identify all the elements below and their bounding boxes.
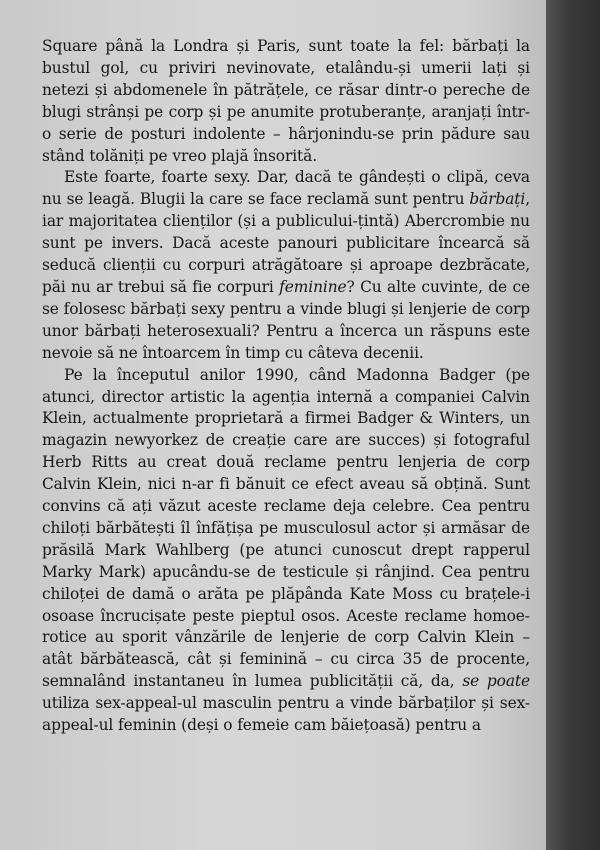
paragraph-1 (42, 36, 530, 167)
paragraph-3-italic-se-poate: se poate (462, 672, 530, 691)
paragraph-3 (42, 365, 530, 737)
paragraph-2-text-c: ? Cu alte cuvinte, de ce se folosesc bărbați sexy pentru a vinde blugi și lenjerie de corp unor bărbați heterosexuali? Pentru a încerca un răspuns este nevoie să ne întoarcem în timp cu câteva decenii. (42, 277, 530, 362)
paragraph-2-italic-feminine: feminine (279, 277, 347, 296)
paragraph-2-italic-barbati: bărbați (469, 190, 526, 209)
paragraph-1-text: Square până la Londra și Paris, sunt toate la fel: bărbați la bustul gol, cu priviri nevinovate, etalându-și umerii lați și netezi și abdomenele în pătrățele, ce răsar dintr-o pereche de blugi strânși pe corp și pe anumite protuberanțe, aranjați într-o serie de posturi indolente – hârjonindu-se prin pădure sau stând tolăniți pe vreo plajă însorită. (42, 37, 530, 165)
paragraph-2-text-b: , iar majoritatea clienților (și a publicului-țintă) Abercrombie nu sunt pe invers. Dacă aceste panouri publicitare încearcă să seducă clienții cu corpuri atrăgătoare și aproape dezbrăcate, păi nu ar trebui să fie corpuri (42, 190, 530, 296)
paragraph-3-text-a: Pe la începutul anilor 1990, când Madonna Badger (pe atunci, director artistic la agenția internă a companiei Calvin Klein, actualmente proprietară a firmei Badger & Winters, un magazin newyorkez de creație care are succes) și fotograful Herb Ritts au creat două reclame pentru lenjeria de corp Calvin Klein, nici n-ar fi bănuit ce efect aveau să obțină. Sunt convins că ați văzut aceste reclame deja celebre. Cea pentru chiloți bărbătești îl înfățișa pe musculosul actor și armăsar de prăsilă Mark Wahlberg (pe atunci cunoscut drept rapperul Marky Mark) apucându-se de testicule și rânjind. Cea pentru chiloței de damă o arăta pe plăpânda Kate Moss cu brațele-i osoase încrucișate peste pieptul osos. Aceste reclame homoerotice au sporit vânzările de lenjerie de corp Calvin Klein – atât bărbătească, cât și feminină – cu circa 35 de procente, semnalând instantaneu în lumea publicității că, da, (42, 365, 530, 691)
book-page-edge (546, 0, 600, 850)
paragraph-2-text-a: Este foarte, foarte sexy. Dar, dacă te gândești o clipă, ceva nu se leagă. Blugii la care se face reclamă sunt pentru (42, 168, 530, 209)
paragraph-3-text-b: utiliza sex-appeal-ul masculin pentru a vinde bărbaților și sex-appeal-ul feminin (deși o femeie cam băiețoasă) pentru a (42, 694, 530, 735)
body-text (42, 36, 530, 737)
paragraph-2 (42, 167, 530, 364)
